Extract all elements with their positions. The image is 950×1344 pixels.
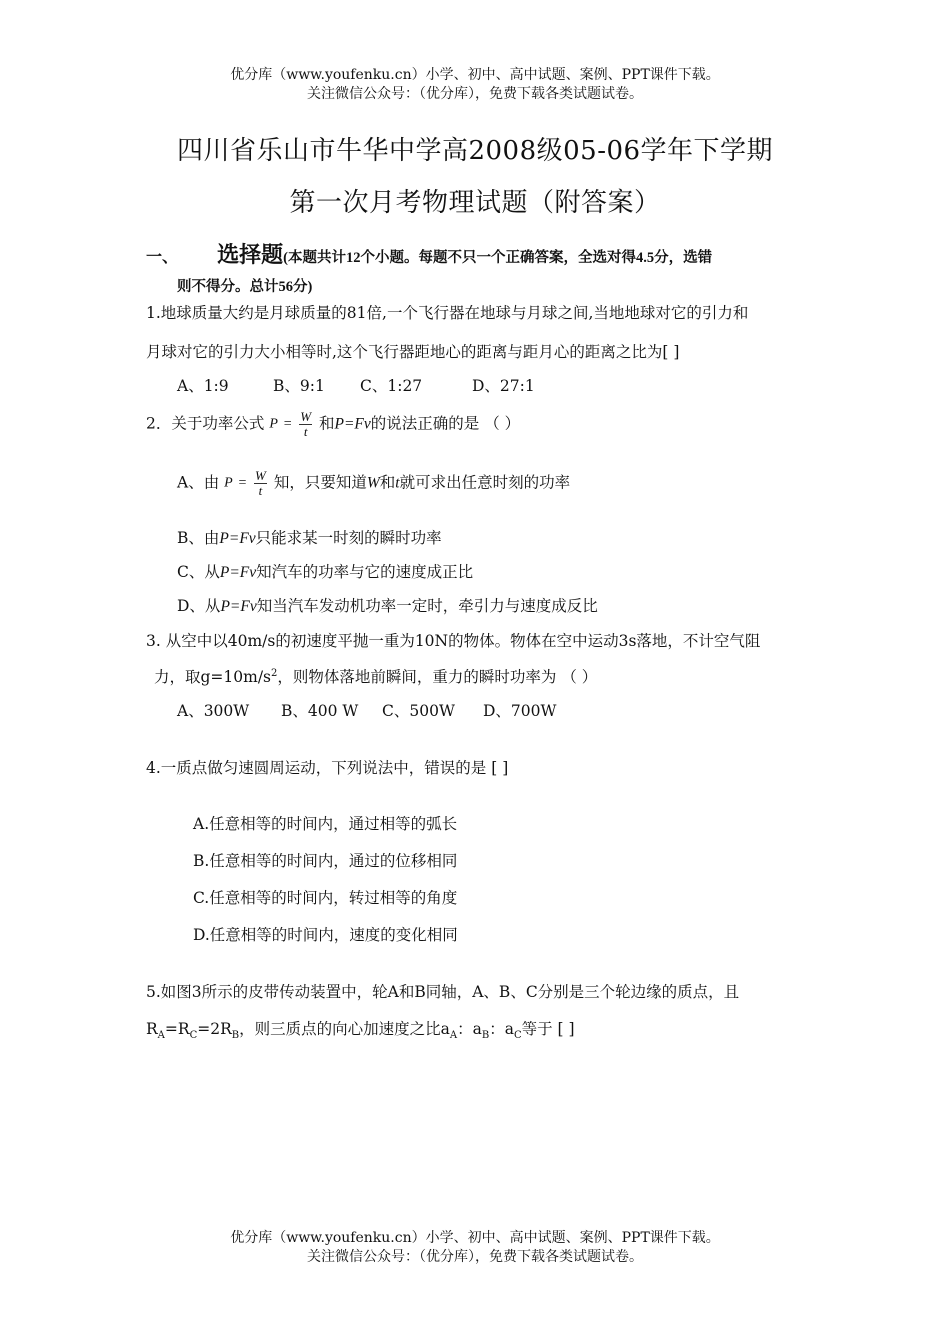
header-line-1: 优分库（www.youfenku.cn）小学、初中、高中试题、案例、PPT课件下载。 xyxy=(230,67,720,83)
q5-sub-c: C xyxy=(189,1030,198,1042)
q2-option-c-prefix: C、从 xyxy=(177,563,220,581)
q3-stem-line-1: 3. 从空中以40m/s的初速度平抛一重为10N的物体。物体在空中运动3s落地，不计空气阻 xyxy=(146,632,761,650)
q2-option-a-fraction xyxy=(254,469,267,498)
q2-option-d-text: 知当汽车发动机功率一定时，牵引力与速度成反比 xyxy=(256,597,598,615)
q2-formula-numerator: W xyxy=(300,409,312,424)
q2-option-a-w: W xyxy=(366,474,380,492)
q2-option-a-text-c: 和 xyxy=(379,473,396,492)
q3-option-a: A、300W xyxy=(177,702,250,720)
q3-stem-line-2 xyxy=(154,665,597,687)
q5-stem-line-1: 5.如图3所示的皮带传动装置中，轮A和B同轴，A、B、C分别是三个轮边缘的质点，且 xyxy=(146,983,740,1001)
footer-line-2: 关注微信公众号：（优分库），免费下载各类试题试卷。 xyxy=(307,1249,643,1265)
q5-a-sub-a: A xyxy=(449,1030,458,1042)
q2-stem-text-a: 2．关于功率公式 xyxy=(146,414,265,433)
q1-option-d: D、27:1 xyxy=(472,377,535,395)
section-note-1: (本题共计12个小题。每题不只一个正确答案，全选对得4.5分，选错 xyxy=(283,250,713,266)
q2-option-d-formula: P=Fv xyxy=(220,598,257,615)
q2-option-c-formula: P=Fv xyxy=(219,564,257,581)
section-number: 一、 xyxy=(146,247,179,266)
q3-option-c: C、500W xyxy=(382,702,455,720)
q1-stem-line-1: 1.地球质量大约是月球质量的81倍,一个飞行器在地球与月球之间,当地地球对它的引力和 xyxy=(146,304,749,322)
section-name: 选择题 xyxy=(217,242,284,268)
q5-colon-1: ：a xyxy=(457,1020,482,1038)
page-title-line-1: 四川省乐山市牛华中学高2008级05-06学年下学期 xyxy=(176,136,774,166)
q3-option-b: B、400 W xyxy=(281,702,359,720)
q2-option-d-prefix: D、从 xyxy=(177,597,221,615)
q2-stem-text-b: 和 xyxy=(318,414,335,433)
q2-option-a-text-d: 就可求出任意时刻的功率 xyxy=(399,473,571,492)
q2-option-a-numerator: W xyxy=(255,468,266,483)
header-line-2: 关注微信公众号：（优分库），免费下载各类试题试卷。 xyxy=(307,86,643,102)
q5-sub-a: A xyxy=(157,1030,165,1042)
q5-colon-2: ：a xyxy=(489,1020,514,1038)
section-heading xyxy=(146,238,712,269)
q2-option-a-t: t xyxy=(395,474,400,492)
q2-option-c-text: 知汽车的功率与它的速度成正比 xyxy=(256,563,474,581)
q2-option-b-formula: P=Fv xyxy=(219,530,256,547)
q3-stem-line-2-b: ，则物体落地前瞬间，重力的瞬时功率为 （ ） xyxy=(277,668,598,686)
q5-eq2: =2R xyxy=(197,1020,232,1038)
q2-formula-fraction xyxy=(299,410,312,439)
q5-a-sub-c: C xyxy=(513,1030,522,1042)
q2-option-c xyxy=(177,560,473,582)
page-title-line-2: 第一次月考物理试题（附答案） xyxy=(289,188,661,218)
q4-option-a: A.任意相等的时间内，通过相等的弧长 xyxy=(193,815,458,833)
q5-eq1: =R xyxy=(164,1020,190,1038)
q2-option-a-formula-eq: = xyxy=(237,475,248,491)
q2-option-a-text-b: 知，只要知道 xyxy=(273,473,367,492)
q2-option-a-formula-p: P xyxy=(224,475,233,491)
q4-option-c: C.任意相等的时间内，转过相等的角度 xyxy=(193,889,458,907)
q5-mid: ，则三质点的向心加速度之比a xyxy=(239,1020,450,1038)
q3-stem-line-2-a: 力，取g=10m/s xyxy=(154,668,272,686)
q3-stem-exponent: 2 xyxy=(271,667,278,679)
q2-formula-p: P xyxy=(269,416,278,432)
q1-option-c: C、1:27 xyxy=(360,377,423,395)
q2-option-d xyxy=(177,594,598,616)
q5-r: R xyxy=(146,1020,158,1038)
q5-a-sub-b: B xyxy=(481,1030,490,1042)
q2-stem-pfv: P=Fv xyxy=(334,415,371,433)
q5-tail: 等于 [ ] xyxy=(521,1020,575,1038)
q2-option-b-prefix: B、由 xyxy=(177,529,220,547)
q1-stem-line-2: 月球对它的引力大小相等时,这个飞行器距地心的距离与距月心的距离之比为[ ] xyxy=(146,343,680,361)
q2-option-a xyxy=(177,469,570,498)
q2-stem xyxy=(146,410,520,439)
q2-stem-text-c: 的说法正确的是 （ ） xyxy=(370,414,521,433)
q2-option-b-text: 只能求某一时刻的瞬时功率 xyxy=(255,529,442,547)
q2-formula-eq: = xyxy=(282,416,293,432)
q3-option-d: D、700W xyxy=(483,702,557,720)
footer-line-1: 优分库（www.youfenku.cn）小学、初中、高中试题、案例、PPT课件下载。 xyxy=(230,1230,720,1246)
q2-formula-denominator: t xyxy=(303,424,308,439)
q4-option-d: D.任意相等的时间内，速度的变化相同 xyxy=(193,926,458,944)
section-note-2: 则不得分。总计56分) xyxy=(177,279,313,295)
q1-option-a: A、1:9 xyxy=(177,377,229,395)
q2-option-b xyxy=(177,526,442,548)
q2-option-a-prefix: A、由 xyxy=(177,473,220,492)
q5-stem-line-2 xyxy=(146,1017,575,1041)
q4-option-b: B.任意相等的时间内，通过的位移相同 xyxy=(193,852,458,870)
q5-sub-b: B xyxy=(231,1030,240,1042)
q4-stem: 4.一质点做匀速圆周运动，下列说法中，错误的是 [ ] xyxy=(146,759,509,777)
q1-option-b: B、9:1 xyxy=(273,377,325,395)
q2-option-a-denominator: t xyxy=(258,483,263,498)
